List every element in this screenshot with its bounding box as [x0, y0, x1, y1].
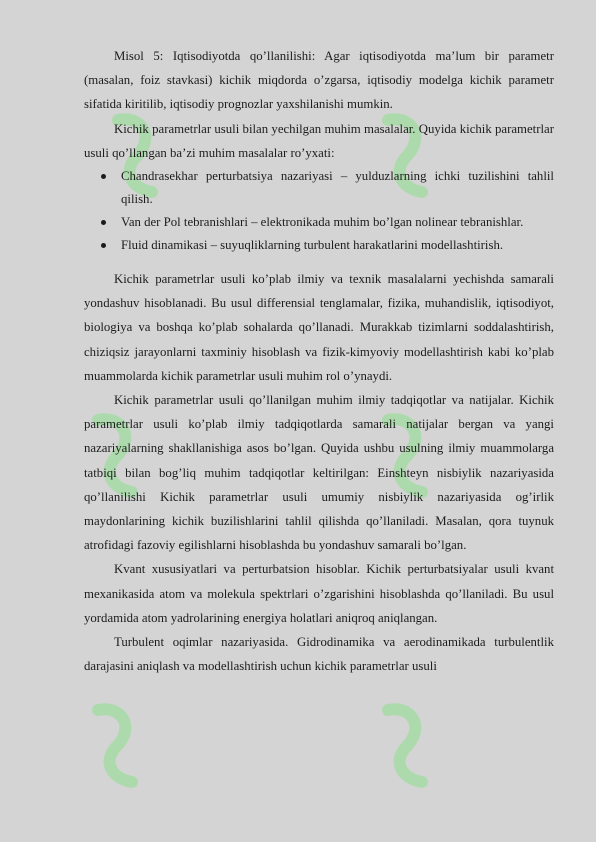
list-item-text: Fluid dinamikasi – suyuqliklarning turbulent harakatlarini modellashtirish.: [121, 238, 504, 253]
problems-list: [84, 165, 554, 257]
bullet-icon: [101, 243, 106, 248]
paragraph-important-problems-intro: Kichik parametrlar usuli bilan yechilgan muhim masalalar. Quyida kichik parametrlar usuli qo’llangan ba’zi muhim masalalar ro’yxati:: [84, 121, 554, 160]
watermark-logo-icon: [370, 700, 440, 790]
paragraph-quantum: Kvant xususiyatlari va perturbatsion hisoblar. Kichik perturbatsiyalar usuli kvant mexanikasida atom va molekula spektrlari o’zgarishini hisoblashda qo’llaniladi. Bu usul yordamida atom yadrolarining energiya holatlari aniqroq aniqlangan.: [84, 562, 554, 625]
list-item-text: Van der Pol tebranishlari – elektronikada muhim bo’lgan nolinear tebranishlar.: [121, 215, 524, 230]
paragraph-research-results: Kichik parametrlar usuli qo’llanilgan muhim ilmiy tadqiqotlar va natijalar. Kichik parametrlar usuli ko’plab ilmiy tadqiqotlarda samarali natijalar bergan va yangi nazariyalarning shakllanishiga asos bo’lgan. Quyida ushbu usulning ilmiy muammolarga tatbiqi bilan bog’liq muhim tadqiqotlar keltirilgan: Einshteyn nisbiylik nazariyasida qo’llanilishi Kichik parametrlar usuli umumiy nisbiylik nazariyasida og’irlik maydonlarining kichik buzilishlarini tahlil qilishda qo’llaniladi. Masalan, qora tuynuk atrofidagi fazoviy egilishlarni hisoblashda bu yondashuv samarali bo’lgan.: [84, 393, 554, 553]
list-item: [84, 211, 554, 234]
paragraph-method-summary: Kichik parametrlar usuli ko’plab ilmiy va texnik masalalarni yechishda samarali yondashuv hisoblanadi. Bu usul differensial tenglamalar, fizika, muhandislik, iqtisodiyot, biologiya va boshqa ko’plab sohalarda qo’llanadi. Murakkab tizimlarni soddalashtirish, chiziqsiz jarayonlarni taxminiy hisoblash va fizik-kimyoviy modellashtirish kabi ko’plab muammolarda kichik parametrlar usuli muhim rol o’ynaydi.: [84, 272, 554, 383]
paragraph-example-economics: Misol 5: Iqtisodiyotda qo’llanilishi: Agar iqtisodiyotda ma’lum bir parametr (masalan, foiz stavkasi) kichik miqdorda o’zgarsa, iqtisodiy modelga kichik parametr sifatida kiritilib, iqtisodiy prognozlar yaxshilanishi mumkin.: [84, 49, 554, 112]
list-item-text: Chandrasekhar perturbatsiya nazariyasi – yulduzlarning ichki tuzilishini tahlil qilish.: [121, 169, 554, 207]
watermark-logo-icon: [80, 700, 150, 790]
bullet-icon: [101, 220, 106, 225]
list-item: [84, 165, 554, 211]
document-body: [84, 44, 554, 678]
paragraph-turbulence: Turbulent oqimlar nazariyasida. Gidrodinamika va aerodinamikada turbulentlik darajasini aniqlash va modellashtirish uchun kichik parametrlar usuli: [84, 635, 554, 674]
bullet-icon: [101, 174, 106, 179]
list-item: [84, 234, 554, 257]
